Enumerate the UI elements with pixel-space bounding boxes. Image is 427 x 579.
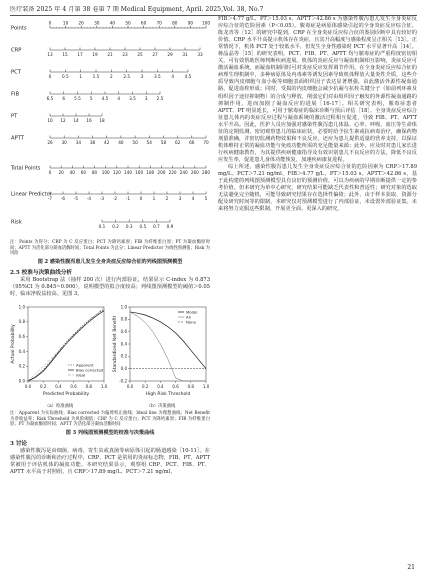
x-axis-label: High Risk Threshold bbox=[145, 391, 191, 397]
y-tick-label: 0.2 bbox=[120, 353, 127, 359]
nomogram-tick-label: 0.9 bbox=[166, 224, 174, 229]
nomogram-tick-label: 30 bbox=[61, 140, 67, 145]
nomogram-tick-label: 200 bbox=[157, 170, 166, 175]
x-tick-label: 0.0 bbox=[24, 383, 32, 389]
y-tick-label: 0.2 bbox=[18, 363, 25, 369]
legend-entry: Model bbox=[186, 309, 198, 315]
nomogram-tick-label: 70 bbox=[156, 20, 162, 26]
nomogram-row-label: PT bbox=[11, 113, 18, 120]
figure-3-note: 注：Apparent 为实际曲线；Bias corrected 为偏倚校正曲线；Ideal line 为理想曲线；Net Benefit 为净收益率；Risk Threshold 为风险阈值；CRP 为 C 反应蛋白；PCT 为降钙素原；FIB 为纤维蛋白原；PT 为凝血酶原时间；APTT 为活化部分凝血活酶时间 bbox=[10, 411, 210, 428]
nomogram-tick-label: 280 bbox=[202, 170, 210, 175]
legend-entry: Apparent bbox=[76, 362, 94, 368]
nomogram-tick-label: 18 bbox=[99, 118, 105, 123]
nomogram-row-label: Risk bbox=[11, 219, 22, 226]
y-tick-label: 1.0 bbox=[120, 304, 127, 310]
nomogram-tick-label: 5 bbox=[89, 96, 93, 101]
nomogram-tick-label: 1.5 bbox=[92, 74, 100, 79]
y-tick-label: 0.4 bbox=[120, 341, 127, 347]
nomogram-tick-label: 0.3 bbox=[125, 224, 133, 229]
nomogram-tick-label: 16 bbox=[86, 118, 92, 123]
right-paragraph-2: 综上所述，感染性腹泻患儿发生全身炎症反应综合征的危险因素为 CRP＞17.89 mg/L、PCT＞7.21 ng/ml、FIB＞4.77 g/L、PT＞15.03 s、APTT＞42.86 s，基于此构建的列线图预测模型具有良好的预测价值，可以为疾病的早期诊断提供一定的参考价值。但本研究为单中心研究，研究结果可能缺乏代表性和普适性；研究对象的选取无法避免完全随机，可能导致研究结果存在选择性偏倚；此外，由于样本获取、资源分配及研究时间等的限制，本研究仅对预测模型进行了内部验证，未设置外部验证集。未来将努力克服这些限制，开展更全面、更深入的研究。 bbox=[218, 163, 417, 213]
nomogram-tick-label: 3 bbox=[178, 196, 182, 201]
nomogram-tick-label: 13 bbox=[47, 52, 53, 57]
nomogram-tick-label: 19 bbox=[92, 52, 98, 57]
nomogram-tick-label: 0 bbox=[139, 196, 143, 201]
calibration-chart bbox=[10, 301, 108, 401]
x-tick-label: 0.2 bbox=[142, 383, 149, 389]
y-tick-label: 0.6 bbox=[120, 328, 127, 334]
nomogram-tick-label: 31 bbox=[182, 52, 188, 57]
x-tick-label: 1.0 bbox=[202, 383, 210, 389]
right-column bbox=[218, 16, 417, 213]
section-3-heading: 3 讨论 bbox=[10, 440, 28, 447]
nomogram-tick-label: 14 bbox=[73, 118, 79, 123]
nomogram-tick-label: 90 bbox=[187, 20, 194, 26]
nomogram-tick-label: 46 bbox=[118, 140, 124, 145]
nomogram-row-label: FIB bbox=[11, 91, 20, 98]
nomogram-tick-label: 4.5 bbox=[101, 96, 109, 101]
nomogram-tick-label: 100 bbox=[202, 20, 210, 26]
section-2-5-heading: 2.5 校准与决策曲线分析 bbox=[10, 269, 73, 276]
nomogram-tick-label: -3 bbox=[99, 196, 105, 201]
nomogram-row-label: Points bbox=[11, 25, 27, 32]
nomogram-tick-label: 1 bbox=[152, 196, 156, 201]
nomogram-tick-label: 2 bbox=[109, 74, 113, 79]
nomogram-tick-label: 66 bbox=[189, 140, 195, 145]
nomogram-tick-label: 20 bbox=[58, 170, 64, 175]
nomogram-tick-label: 4.5 bbox=[184, 74, 192, 79]
x-tick-label: 0.2 bbox=[40, 383, 47, 389]
nomogram-tick-label: 50 bbox=[132, 140, 138, 145]
nomogram-tick-label: 62 bbox=[174, 140, 181, 145]
nomogram-tick-label: -7 bbox=[47, 196, 53, 201]
nomogram-tick-label: 0.7 bbox=[153, 224, 160, 229]
nomogram-tick-label: 42 bbox=[104, 140, 110, 145]
x-axis-label: Predicted Probability bbox=[42, 391, 90, 397]
nomogram-tick-label: -6 bbox=[60, 196, 66, 201]
nomogram-tick-label: 29 bbox=[167, 52, 173, 57]
nomogram-tick-label: 240 bbox=[179, 170, 188, 175]
nomogram-tick-label: 140 bbox=[124, 170, 132, 175]
nomogram-row-label: Total Points bbox=[11, 165, 41, 172]
nomogram-tick-label: 0.5 bbox=[61, 74, 69, 79]
nomogram-tick-label: -2 bbox=[112, 196, 118, 201]
nomogram-tick-label: 0.2 bbox=[112, 224, 119, 229]
nomogram-tick-label: 20 bbox=[78, 20, 84, 26]
legend-entry: None bbox=[186, 319, 196, 325]
nomogram-tick-label: 40 bbox=[109, 20, 116, 26]
nomogram-tick-label: 6 bbox=[62, 96, 66, 101]
x-tick-label: 0.6 bbox=[70, 383, 77, 389]
nomogram-tick-label: 3.5 bbox=[129, 96, 136, 101]
nomogram-tick-label: 0 bbox=[48, 170, 52, 175]
decision-curve-caption: （b）决策曲线 bbox=[146, 403, 176, 409]
nomogram-row-label: Linear Predictor bbox=[11, 191, 52, 198]
nomogram-tick-label: 4 bbox=[117, 96, 121, 101]
nomogram-tick-label: 180 bbox=[146, 170, 155, 175]
nomogram-tick-label: 1 bbox=[79, 74, 83, 79]
nomogram-figure bbox=[10, 18, 210, 236]
y-tick-label: 0.0 bbox=[120, 365, 127, 371]
y-tick-label: 0.6 bbox=[18, 333, 25, 339]
nomogram-tick-label: -5 bbox=[73, 196, 79, 201]
nomogram-tick-label: 70 bbox=[203, 140, 209, 145]
nomogram-tick-label: 21 bbox=[107, 52, 113, 57]
calibration-caption: （a）校准曲线 bbox=[44, 403, 74, 409]
nomogram-tick-label: 30 bbox=[94, 20, 100, 26]
nomogram-tick-label: 5.5 bbox=[74, 96, 81, 101]
nomogram-tick-label: 3.5 bbox=[153, 74, 161, 79]
decision-curve-chart bbox=[112, 301, 210, 401]
nomogram-tick-label: 10 bbox=[47, 118, 53, 123]
x-tick-label: 0.0 bbox=[126, 383, 134, 389]
nomogram-tick-label: 4 bbox=[171, 74, 175, 79]
nomogram-tick-label: 60 bbox=[140, 20, 147, 26]
nomogram-tick-label: 160 bbox=[135, 170, 144, 175]
nomogram-tick-label: -1 bbox=[125, 196, 131, 201]
nomogram-tick-label: 2.5 bbox=[123, 74, 131, 79]
left-column bbox=[10, 18, 210, 476]
nomogram-tick-label: 54 bbox=[146, 140, 152, 145]
legend-entry: Bias corrected bbox=[76, 367, 104, 373]
y-axis-label: Actual Probability bbox=[11, 324, 16, 364]
x-tick-label: 0.6 bbox=[172, 383, 179, 389]
x-tick-label: 0.4 bbox=[157, 383, 164, 389]
x-tick-label: 0.4 bbox=[55, 383, 62, 389]
right-paragraph-1: FIB＞4.77 g/L、PT＞15.03 s、APTT＞42.86 s 为感染性腹泻患儿发生全身炎症反应综合征的危险因素（P＜0.05）。腹毒症是病原体感染引起的全身炎症反应综合征。陈龙青等［12］的研究中提到，CRP 在全身炎症反应综合征的鉴别诊断中具有较好的价值。CRP 水平升高提示机体存在炎症，且其升高幅度与感染程度呈正相关［13］。正常情况下，机体 PCT 处于较低水平，但发生全身性感染时 PCT 水平显著升高［14］。蒋晶晶等［15］的研究表明，PCT、FIB、PT、APTT 均与脓毒症的严重程度密切相关，可有效帮助医师判断疾病进展。机体的炎症反应与凝血机制相互影响，炎症反应可激活凝血系统，而凝血机制同时可对炎症反应发挥调节作用。在全身炎症反应综合征的病理生理机制中，多种病原体及内毒素等诱发因素导致机体释放大量炎性介质，这些介质导致内皮细胞与血小板等细胞表面组织因子表达显著增强，由此激活外源性凝血通路，促进血栓形成；同时，受损的内皮细胞会减少抗凝与抗栓关键分子（如前列环素及组织因子途径抑制物）的合成与释放，削弱它们对由组织因子触发的外源性凝血通路的抑制作用，进而加剧了凝血反应的进展［16-17］。相关研究表明，脓毒症患者 APTT、PT 明显延长，可用于脓毒症的临床诊断与预后评估［18］。全身炎症反应综合征患儿体内的炎症反应过程与凝血系统的激活过程相互促进，导致 FIB、PT、APTT 水平升高。因此，医护人员应加强对感染性腹泻患儿体温、心率、呼吸、血压等生命体征的定期监测，密切观察患儿的临床症状，必要时给予抗生素或抗病毒治疗，确保药物剂量准确，并密切监测药物效果和不良反应。还应为患儿提供适量的营养支持，以保证机体维持正常的凝血功能与免疫功能所需的充足能量来源；此外，应及时对患儿家长进行疾病健康教育，为其提供疾病健康指导及有效识别患儿不良反应的方法，降低不良反应发生率，促进患儿身体功能恢复，加速疾病康复进程。 bbox=[218, 16, 417, 163]
nomogram-tick-label: 0.1 bbox=[98, 224, 106, 229]
nomogram-tick-label: 17 bbox=[77, 52, 83, 57]
nomogram-tick-label: 34 bbox=[75, 140, 82, 145]
y-tick-label: 0.8 bbox=[120, 316, 127, 322]
x-tick-label: 1.0 bbox=[100, 383, 108, 389]
nomogram-tick-label: 80 bbox=[91, 170, 98, 175]
y-tick-label: 0.8 bbox=[18, 318, 25, 324]
nomogram-row-label: PCT bbox=[11, 69, 21, 76]
figure-2-note: 注：Points 为得分；CRP 为 C 反应蛋白；PCT 为降钙素原；FIB 为纤维蛋白原；PT 为凝血酶原时间；APTT 为活化部分凝血活酶时间；Total Points 为总分；Linear Predictor 为线性预测值；Risk 为风险 bbox=[10, 240, 210, 257]
nomogram-tick-label: 220 bbox=[168, 170, 177, 175]
nomogram-tick-label: 80 bbox=[172, 20, 178, 26]
nomogram-tick-label: 12 bbox=[60, 118, 66, 123]
legend-entry: Ideal bbox=[76, 372, 86, 378]
y-tick-label: 0.0 bbox=[18, 378, 25, 384]
nomogram-tick-label: 40 bbox=[69, 170, 75, 175]
nomogram-tick-label: 2 bbox=[165, 196, 169, 201]
discussion-paragraph-1: 感染性腹泻是由细菌、病毒、寄生虫或真菌等病原体引起的肠道感染［10-11］。在感染性腹泻的诊断和治疗过程中，CRP、PCT 是常用的炎症标志物，FIB、PT、APTT 常被用于评估机体的凝血功能。本研究结果显示，观察组 CRP、PCT、FIB、PT、APTT 水平高于对照组，且 CRP＞17.89 mg/L、PCT＞7.21 ng/ml、 bbox=[10, 447, 210, 475]
nomogram-tick-label: 15 bbox=[62, 52, 68, 57]
nomogram-row-label: APTT bbox=[11, 135, 24, 142]
y-axis-label: Standardized Net Benefit bbox=[113, 315, 118, 372]
figure-2-title: 图 2 感染性腹泻患儿发生全身炎症反应综合征的列线图预测模型 bbox=[37, 258, 183, 265]
figure-3-title: 图 3 列线图预测模型的校准与决策曲线 bbox=[65, 429, 155, 436]
plot-frame bbox=[130, 307, 206, 381]
x-tick-label: 0.8 bbox=[187, 383, 194, 389]
nomogram-tick-label: 26 bbox=[47, 140, 53, 145]
nomogram-tick-label: 10 bbox=[62, 20, 69, 26]
nomogram-tick-label: 4 bbox=[191, 196, 195, 201]
nomogram-tick-label: 100 bbox=[101, 170, 110, 175]
nomogram-tick-label: 0.5 bbox=[139, 224, 147, 229]
nomogram-tick-label: 23 bbox=[122, 52, 128, 57]
nomogram-tick-label: 0 bbox=[48, 20, 52, 26]
nomogram-tick-label: 50 bbox=[125, 20, 131, 26]
nomogram-tick-label: 120 bbox=[112, 170, 121, 175]
x-tick-label: 0.8 bbox=[85, 383, 92, 389]
section-2-5-paragraph: 采用 Bootstrap 法（抽样 200 次）进行内部验证，结果显示 C-index 为 0.873（95%CI 为 0.845~0.900），说明模型的拟合度较高；列线图预测模型的阈值＞0.05 时，临床净收益较高。见图 3。 bbox=[10, 276, 210, 297]
nomogram-tick-label: -4 bbox=[86, 196, 92, 201]
nomogram-tick-label: 60 bbox=[80, 170, 87, 175]
page-number: 21 bbox=[407, 564, 415, 571]
journal-header: 医疗装备 2025 年 4 月第 38 卷第 7 期 Medical Equipment, April. 2025,Vol. 38, No.7 bbox=[10, 6, 417, 16]
nomogram-row-label: CRP bbox=[11, 47, 22, 54]
nomogram-tick-label: 25 bbox=[137, 52, 143, 57]
nomogram-tick-label: 0 bbox=[48, 74, 52, 79]
nomogram-tick-label: 27 bbox=[152, 52, 158, 57]
nomogram-tick-label: 5 bbox=[204, 196, 208, 201]
y-tick-label: 0.4 bbox=[18, 348, 25, 354]
nomogram-tick-label: 6.5 bbox=[46, 96, 54, 101]
nomogram-tick-label: 3 bbox=[140, 74, 144, 79]
y-tick-label: 1.0 bbox=[18, 304, 25, 310]
nomogram-tick-label: 2.5 bbox=[156, 96, 164, 101]
nomogram-tick-label: 38 bbox=[89, 140, 96, 145]
legend-entry: All bbox=[186, 314, 191, 320]
nomogram-tick-label: 3 bbox=[144, 96, 148, 101]
y-tick-label: -0.2 bbox=[119, 378, 127, 384]
nomogram-tick-label: 33 bbox=[197, 52, 203, 57]
nomogram-tick-label: 58 bbox=[160, 140, 167, 145]
nomogram-tick-label: 260 bbox=[190, 170, 199, 175]
